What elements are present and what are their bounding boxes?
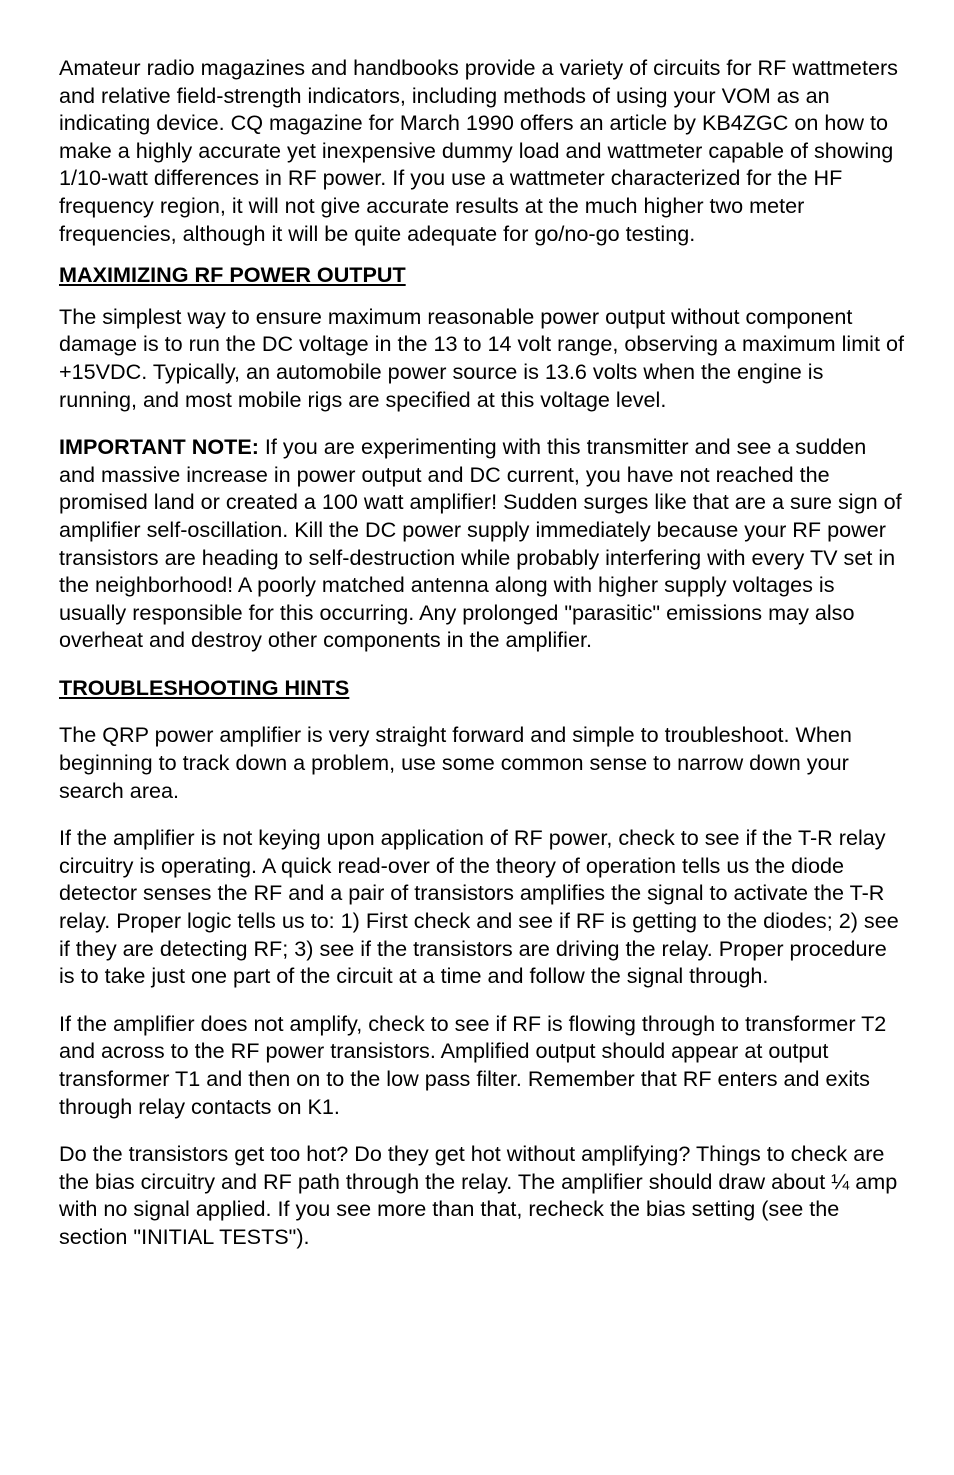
- section-heading-power-output-text: MAXIMIZING RF POWER OUTPUT: [59, 262, 406, 288]
- important-note-paragraph: [59, 433, 905, 654]
- important-note-text: If you are experimenting with this transmitter and see a sudden and massive increase in power output and DC current, you have not reached the promised land or created a 100 watt amplifier! Sudden surges like that are a sure sign of amplifier self-oscillation. Kill the DC power supply immediately because your RF power transistors are heading to self-destruction while probably interfering with every TV set in the neighborhood! A poorly matched antenna along with higher supply voltages is usually responsible for this occurring. Any prolonged "parasitic" emissions may also overheat and destroy other components in the amplifier.: [59, 434, 902, 653]
- section-heading-troubleshooting-text: TROUBLESHOOTING HINTS: [59, 674, 350, 700]
- troubleshooting-paragraph-2: If the amplifier is not keying upon application of RF power, check to see if the T-R relay circuitry is operating. A quick read-over of the theory of operation tells us the diode detector senses the RF and a pair of transistors amplifies the signal to activate the T-R relay. Proper logic tells us to: 1) First check and see if RF is getting to the diodes; 2) see if they are detecting RF; 3) see if the transistors are driving the relay. Proper procedure is to take just one part of the circuit at a time and follow the signal through.: [59, 825, 899, 989]
- power-output-paragraph: The simplest way to ensure maximum reasonable power output without component damage is to run the DC voltage in the 13 to 14 volt range, observing a maximum limit of +15VDC. Typically, an automobile power source is 13.6 volts when the engine is running, and most mobile rigs are specified at this voltage level.: [59, 303, 904, 412]
- troubleshooting-paragraph-1: The QRP power amplifier is very straight forward and simple to troubleshoot. When beginning to track down a problem, use some common sense to narrow down your search area.: [59, 722, 852, 803]
- document-page: [59, 54, 905, 1251]
- intro-paragraph: Amateur radio magazines and handbooks provide a variety of circuits for RF wattmeters and relative field-strength indicators, including methods of using your VOM as an indicating device. CQ magazine for March 1990 offers an article by KB4ZGC on how to make a highly accurate yet inexpensive dummy load and wattmeter capable of showing 1/10-watt differences in RF power. If you use a wattmeter characterized for the HF frequency region, it will not give accurate results at the much higher two meter frequencies, although it will be quite adequate for go/no-go testing.: [59, 55, 898, 246]
- important-note-label: IMPORTANT NOTE:: [59, 434, 259, 460]
- troubleshooting-paragraph-3: If the amplifier does not amplify, check to see if RF is flowing through to transformer T2 and across to the RF power transistors. Amplified output should appear at output transformer T1 and then on to the low pass filter. Remember that RF enters and exits through relay contacts on K1.: [59, 1010, 887, 1119]
- section-heading-power-output: [59, 261, 905, 289]
- troubleshooting-paragraph-4: Do the transistors get too hot? Do they get hot without amplifying? Things to check are the bias circuitry and RF path through the relay. The amplifier should draw about ¼ amp with no signal applied. If you see more than that, recheck the bias setting (see the section "INITIAL TESTS").: [59, 1141, 898, 1249]
- section-heading-troubleshooting: [59, 674, 905, 702]
